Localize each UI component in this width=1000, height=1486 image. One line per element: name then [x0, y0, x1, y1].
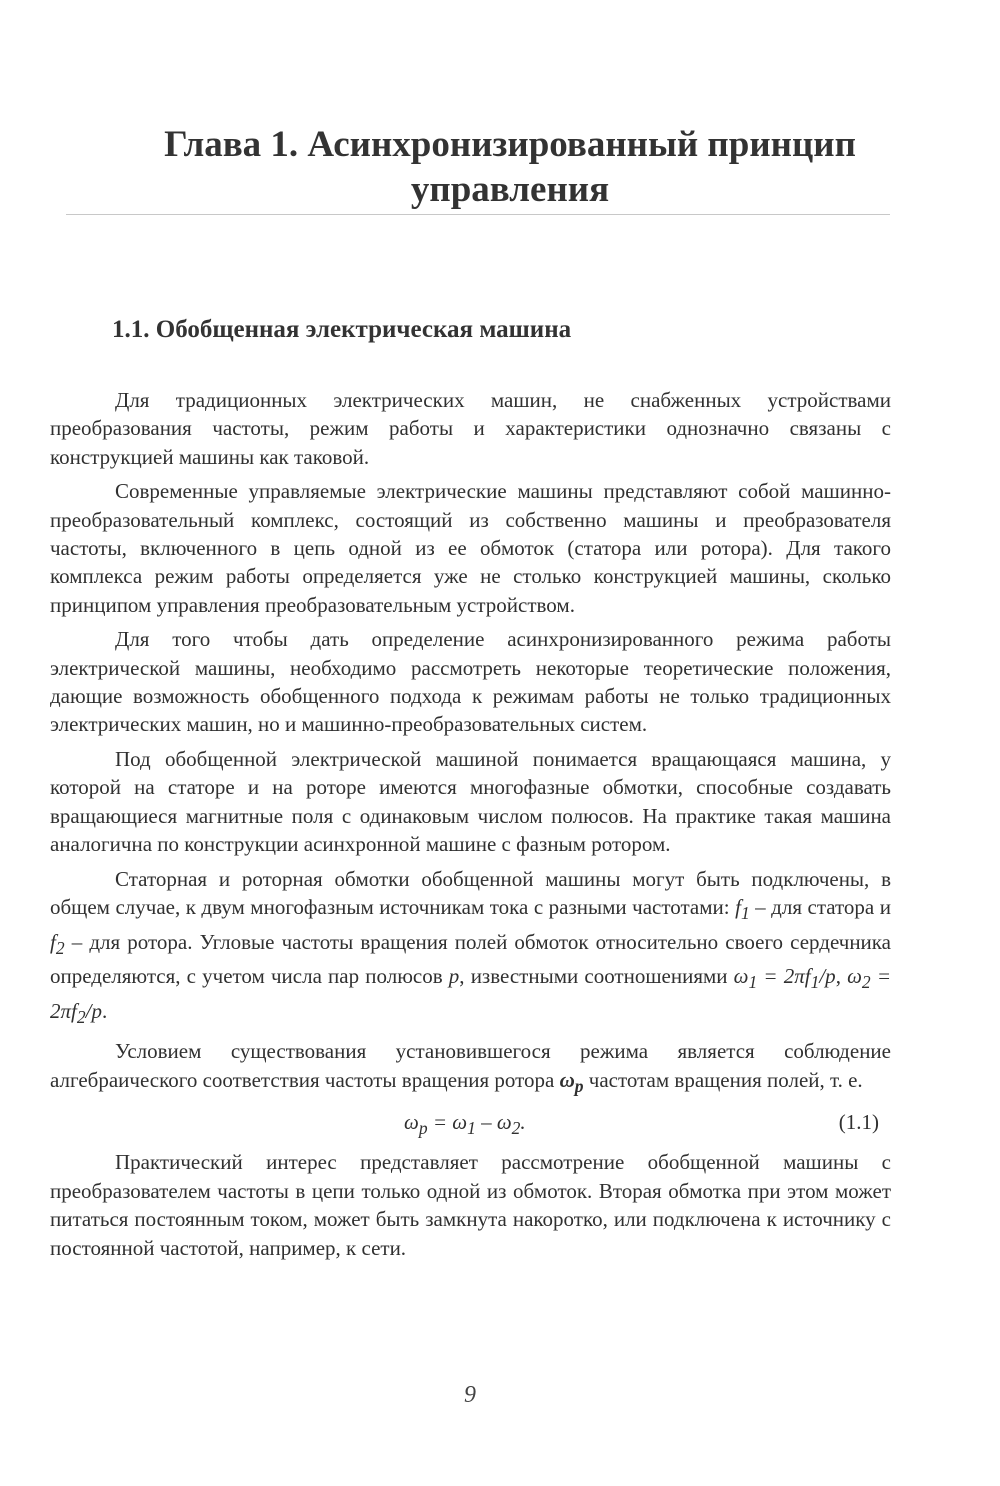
chapter-title-line-2: управления	[410, 169, 610, 210]
section-title: 1.1. Обобщенная электрическая машина	[112, 316, 572, 343]
paragraph-4: Под обобщенной электрической машиной понимается вращающаяся машина, у которой на статоре и на роторе имеются многофазные обмотки, способные создавать вращающиеся магнитные поля с одинаковым числом полюсов. На практике такая машина аналогична по конструкции асинхронной машине с фазным ротором.	[50, 746, 891, 857]
equation-number: (1.1)	[838, 1110, 879, 1135]
paragraph-5-text-d: , известными соотношениями	[459, 964, 734, 989]
paragraph-5: Статорная и роторная обмотки обобщенной машины могут быть подключены, в общем случае, к двум многофазным источникам тока с разными частотами: $f_1$ – для статора и $f_2$ – для ротора. Угловые частоты вращения полей обмоток относительно своего сердечника определяются, с учетом числа пар полюсов p, известными соотношениями $\omega_1 = 2\pi f_1/p$, $\omega_2 = 2\pi f_2/p$.	[50, 866, 891, 1027]
body-text	[50, 386, 891, 1268]
page-number: 9	[464, 1382, 476, 1408]
paragraph-2: Современные управляемые электрические машины представляют собой машинно-преобразовательный комплекс, состоящий из собственно машины и преобразователя частоты, включенного в цепь одной из ее обмоток (статора или ротора). Для такого комплекса режим работы определяется уже не столько конструкцией машины, сколько принципом управления преобразовательным устройством.	[50, 479, 891, 617]
title-divider	[66, 214, 890, 215]
paragraph-6-text-b: частотам вращения полей, т. е.	[583, 1067, 863, 1092]
relation-omega1: $\omega_1 = 2\pi f_1/p$	[733, 964, 836, 993]
paragraph-7: Практический интерес представляет рассмотрение обобщенной машины с преобразователем частоты в цепи только одной из обмоток. Вторая обмотка при этом может питаться постоянным током, может быть замкнута накоротко, или подключена к источнику с постоянной частотой, например, к сети.	[50, 1150, 891, 1260]
paragraph-6	[50, 1037, 891, 1100]
rotor-speed-omega: $\omega_р$	[559, 1067, 584, 1096]
relation-omega2: $\omega_2 = 2\pi f_2/p$	[50, 964, 891, 1027]
chapter-title	[60, 122, 960, 212]
paragraph-5-text-b: – для статора и	[749, 894, 891, 919]
paragraph-3: Для того чтобы дать определение асинхронизированного режима работы электрической машины, необходимо рассмотреть некоторые теоретические положения, дающие возможность обобщенного подхода к режимам работы не только традиционных электрических машин, но и машинно-преобразовательных систем.	[50, 627, 891, 737]
equation-formula: $\omega_р = \omega_1 - \omega_2$.	[404, 1110, 526, 1139]
frequency-f2: $f_2$	[50, 929, 65, 958]
paragraph-1: Для традиционных электрических машин, не снабженных устройствами преобразования частоты, режим работы и характеристики однозначно связаны с конструкцией машины как таковой.	[50, 388, 891, 469]
pole-pairs-p: p	[448, 964, 460, 989]
frequency-f1: $f_1$	[735, 894, 750, 924]
paragraph-6-text-a: Условием существования установившегося режима является соблюдение алгебраического соответствия частоты вращения ротора	[50, 1039, 891, 1092]
paragraph-5-text-c: – для ротора. Угловые частоты вращения полей обмоток относительно своего сердечника определяются, с учетом числа пар полюсов	[50, 929, 891, 989]
paragraph-5-text-a: Статорная и роторная обмотки обобщенной машины могут быть подключены, в общем случае, к двум многофазным источникам тока с разными частотами:	[50, 866, 891, 919]
equation-1-1	[50, 1108, 891, 1139]
chapter-title-line-1: Глава 1. Асинхронизированный принцип	[164, 124, 856, 165]
